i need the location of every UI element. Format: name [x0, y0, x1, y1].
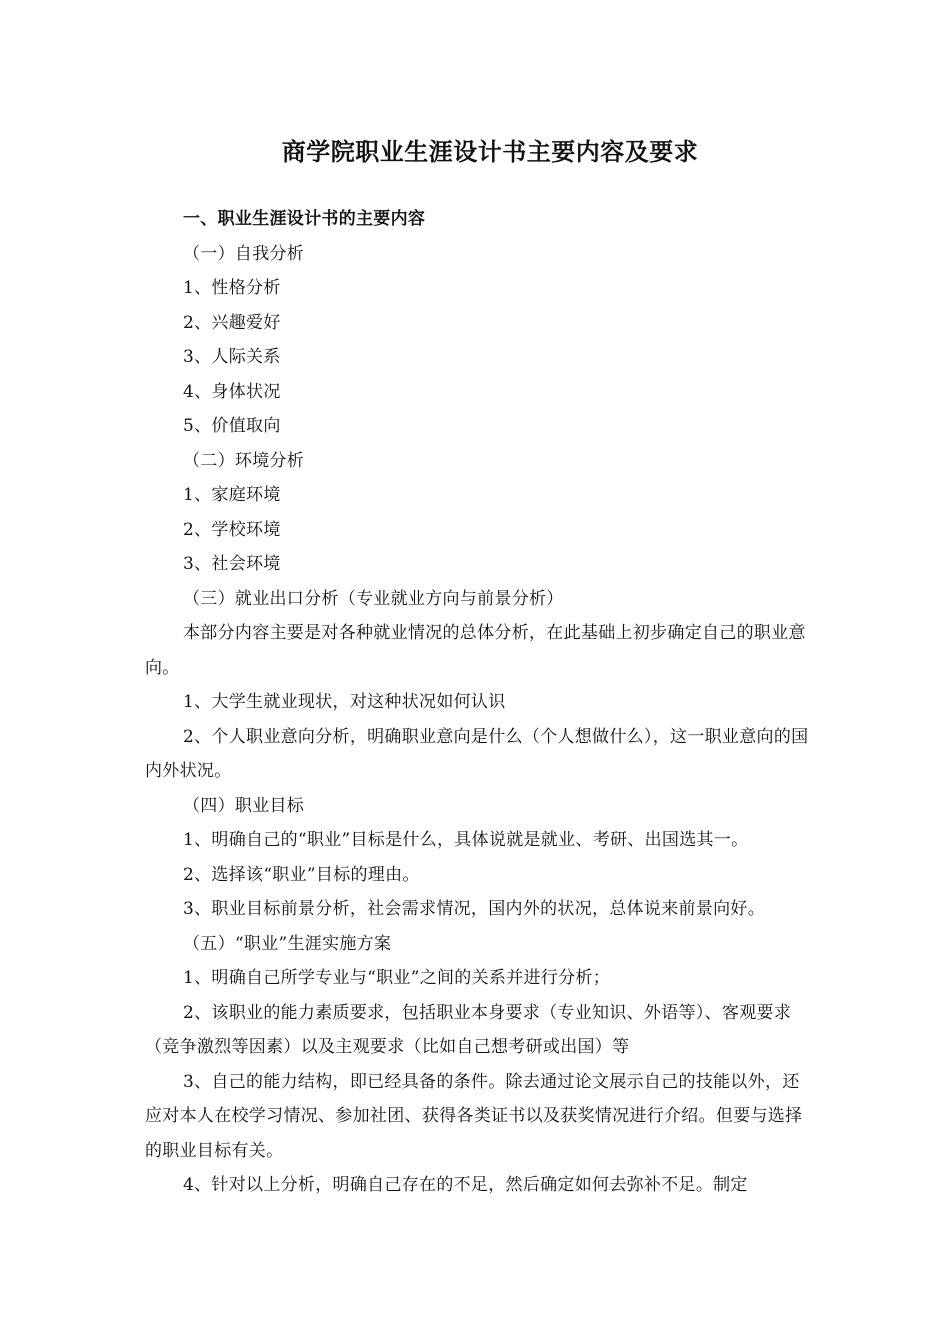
- subsection-heading: （一）自我分析: [183, 243, 305, 264]
- list-item: 3、人际关系: [183, 347, 281, 367]
- document-title: 商学院职业生涯设计书主要内容及要求: [281, 137, 699, 166]
- section-heading: 一、职业生涯设计书的主要内容: [183, 209, 426, 229]
- list-item: 1、家庭环境: [183, 485, 281, 505]
- list-item: 4、身体状况: [183, 381, 281, 402]
- list-item: 3、职业目标前景分析，社会需求情况，国内外的状况，总体说来前景向好。: [183, 899, 766, 919]
- list-item: 4、针对以上分析，明确自己存在的不足，然后确定如何去弥补不足。制定: [183, 1175, 748, 1195]
- list-item: 5、价值取向: [183, 416, 281, 436]
- list-item: 1、明确自己所学专业与“职业”之间的关系并进行分析；: [183, 968, 610, 988]
- list-item: 2、该职业的能力素质要求，包括职业本身要求（专业知识、外语等）、客观要求（竞争激烈等因素）以及主观要求（比如自己想考研或出国）等: [145, 1002, 792, 1057]
- body-paragraph: 本部分内容主要是对各种就业情况的总体分析，在此基础上初步确定自己的职业意向。: [145, 623, 806, 678]
- list-item: 1、性格分析: [183, 278, 281, 298]
- subsection-heading: （三）就业出口分析（专业就业方向与前景分析）: [183, 588, 564, 609]
- list-item: 1、明确自己的“职业”目标是什么，具体说就是就业、考研、出国选其一。: [183, 830, 749, 850]
- list-item: 2、选择该“职业”目标的理由。: [183, 864, 420, 885]
- list-item: 2、学校环境: [183, 519, 281, 540]
- list-item: 3、自己的能力结构，即已经具备的条件。除去通过论文展示自己的技能以外，还应对本人在校学习情况、参加社团、获得各类证书以及获奖情况进行介绍。但要与选择的职业目标有关。: [145, 1071, 803, 1161]
- list-item: 3、社会环境: [183, 554, 281, 574]
- subsection-heading: （五）“职业”生涯实施方案: [183, 933, 392, 954]
- list-item: 2、兴趣爱好: [183, 312, 281, 333]
- subsection-heading: （四）职业目标: [183, 795, 305, 816]
- document-body: [145, 202, 815, 1203]
- subsection-heading: （二）环境分析: [183, 450, 305, 471]
- list-item: 1、大学生就业现状，对这种状况如何认识: [183, 692, 506, 712]
- list-item: 2、个人职业意向分析，明确职业意向是什么（个人想做什么），这一职业意向的国内外状况。: [145, 726, 809, 781]
